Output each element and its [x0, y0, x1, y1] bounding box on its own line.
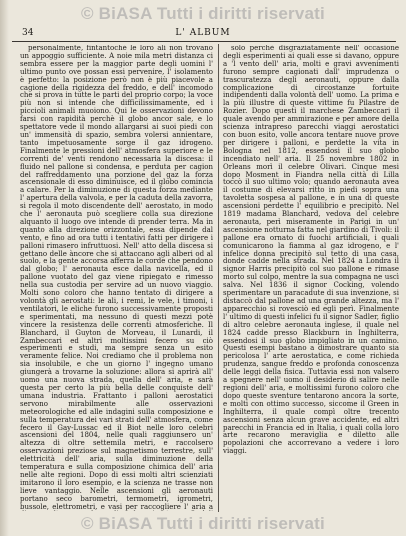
- watermark-bottom: © BiASA Tutti i diritti riservati: [81, 514, 325, 533]
- right-column: [223, 45, 399, 511]
- column-divider: [218, 44, 219, 512]
- page-number: 34: [22, 28, 34, 38]
- journal-title: L' ALBUM: [175, 28, 231, 38]
- right-column-text: solo perchè disgraziatamente nell' occasione degli esperimenti ai quali esse si davano, oppure a 'l vento dell' aria, molti e gravi avvenimenti furono sempre cagionati dall' imprudenza o trascuratezza degli aeronauti, oppure dalla complicazione di circostanze fortuite indipendenti dalla volontà dell' uomo. La prima e la più illustre di queste vittime fu Pilastre de Rozier. Dopo questi il marchese Zambeccari il quale avendo per ammirazione e per amore della scienza intrapreso parecchi viaggi aerostatici con buon esito, volle ancora tentare nuove prove per dirigere i palloni, e perdette la vita in Bologna nel 1812, essendosi il suo globo incendiato nell' aria. Il 25 novembre 1802 in Orleans morì il celebre Olivari. Cinque mesi dopo Mosment in Fiandra nella città di Lilla toccò il suo ultimo volo; quando aeronauta avea il costume di elevarsi ritto in piedi sopra una tavoletta sospesa al pallone, e in una di queste ascensioni perdette l' equilibrio e precipitò. Nel 1819 madama Blanchard, vedova del celebre aeronauta, perì miseramente in Parigi in un' ascensione notturna fatta nel giardino di Tivoli: il pallone era ornato di fuochi artificiali, i quali comunicarono la fiamma al gaz idrogeno, e l' infelice donna precipitò sul tetto di una casa, donde cadde nella strada. Nel 1824 a Londra il signor Harris precipitò col suo pallone e rimase morto sul colpo, mentre la sua compagna ne uscì salva. Nel 1836 il signor Cocking, volendo sperimentare un paracadute di sua invenzione, si distaccò dal pallone ad una grande altezza, ma l' apparecchio si rovesciò ed egli perì. Finalmente l' ultimo di questi infelici fu il signor Sadler, figlio di altro celebre aeronauta inglese, il quale nel 1824 cadde presso Blackburn in Inghilterra, essendosi il suo globo impigliato in un camino. Questi esempi bastano a dimostrare quanto sia pericolosa l' arte aerostatica, e come richieda prudenza, sangue freddo e profonda conoscenza delle leggi della fisica. Tuttavia essi non valsero a spegnere nell' uomo il desiderio di salire nelle regioni dell' aria, e moltissimi furono coloro che dopo queste sventure tentarono ancora la sorte, e molti con ottimo successo, siccome il Green in Inghilterra, il quale compì oltre trecento ascensioni senza alcun grave accidente, ed altri parecchi in Francia ed in Italia, i quali colla loro arte recarono meraviglia e diletto alle popolazioni che accorrevano a vedere i loro viaggi.: [223, 45, 399, 456]
- left-column-text: personalmente, fintantochè le loro ali non trovano un appoggio sufficiente. A noie mila metri distanza ci sembra essere per la maggior parte degli uomini l' ultimo punto ove possan essi pervenire, l' isolamento è perfetto: la posizione però non è più piacevole a cagione della rigidezza del freddo, e dell' incomodo che si prova in tutte le parti del proprio corpo; la voce più non si intende che difficilissimamente, ed i piccioli animali muoiono. Qui le osservazioni devono farsi con rapidità perchè il globo ancor sale, e lo spettatore vede il mondo allargarsi ai suoi piedi con un' immensità di spazio, sembra volersi annientare, tanto impetuosamente sorge il gaz idrogeno. Finalmente le pressioni dell' atmosfera superiore e le correnti de' venti rendono necessaria la discesa: il fluido nel pallone si condensa, e perduta per cagion del raffreddamento una porzione del gaz la forza ascensionale di esso diminuisce, ed il globo comincia a calare. Per la diminuzione di questa forza mediante l' apertura della valvola, e per la caduta della zavorra, si regola il moto discendente dell' aerostato, in modo che l' aeronauta può scegliere colla sua direzione alquanto il luogo ove intende di prender terra. Ma in quanto alla direzione orizzontale, essa dipende dal vento, e fino ad ora tutti i tentativi fatti per dirigere i palloni rimasero infruttuosi. Nell' atto della discesa si gettano delle àncore che si attaccano agli alberi od al suolo, e la gente accorsa afferra le corde che pendono dal globo; l' aeronauta esce dalla navicella, ed il pallone vuotato del gaz viene ripiegato e rimesso nella sua custodia per servire ad un nuovo viaggio. Molti sono coloro che hanno tentato di dirigere a volontà gli aerostati: le ali, i remi, le vele, i timoni, i ventilatori, le eliche furono successivamente proposti e sperimentati, ma nessuno di questi mezzi potè vincere la resistenza delle correnti atmosferiche. Il Blanchard, il Guyton de Morveau, il Lunardi, il Zambeccari ed altri moltissimi fecero su ciò esperimenti e studi, ma sempre senza un esito veramente felice. Noi crediamo che il problema non sia insolubile, e che un giorno l' ingegno umano giungerà a trovarne la soluzione: allora si aprirà all' uomo una nuova strada, quella dell' aria, e sarà questa per certo la più bella delle conquiste dell' umana industria. Frattanto i palloni aerostatici servono mirabilmente alle osservazioni meteorologiche ed alle indagini sulla composizione e sulla temperatura dei vari strati dell' atmosfera, come fecero il Gay-Lussac ed il Biot nelle loro celebri ascensioni del 1804, nelle quali raggiunsero un' altezza di oltre settemila metri, e raccolsero osservazioni preziose sul magnetismo terrestre, sull' elettricità dell' aria, sulla diminuzione della temperatura e sulla composizione chimica dell' aria nelle alte regioni. Dopo di essi molti altri scienziati imitarono il loro esempio, e la scienza ne trasse non lieve vantaggio. Nelle ascensioni gli aeronauti portano seco barometri, termometri, igrometri, bussole, elettrometri, e vasi per raccogliere l' aria a: [20, 45, 213, 511]
- header-rule: [12, 41, 396, 42]
- left-column: [20, 45, 213, 511]
- page-edge-shadow: [0, 0, 9, 536]
- watermark-top: © BiASA Tutti i diritti riservati: [81, 4, 325, 23]
- page-header: [10, 28, 396, 40]
